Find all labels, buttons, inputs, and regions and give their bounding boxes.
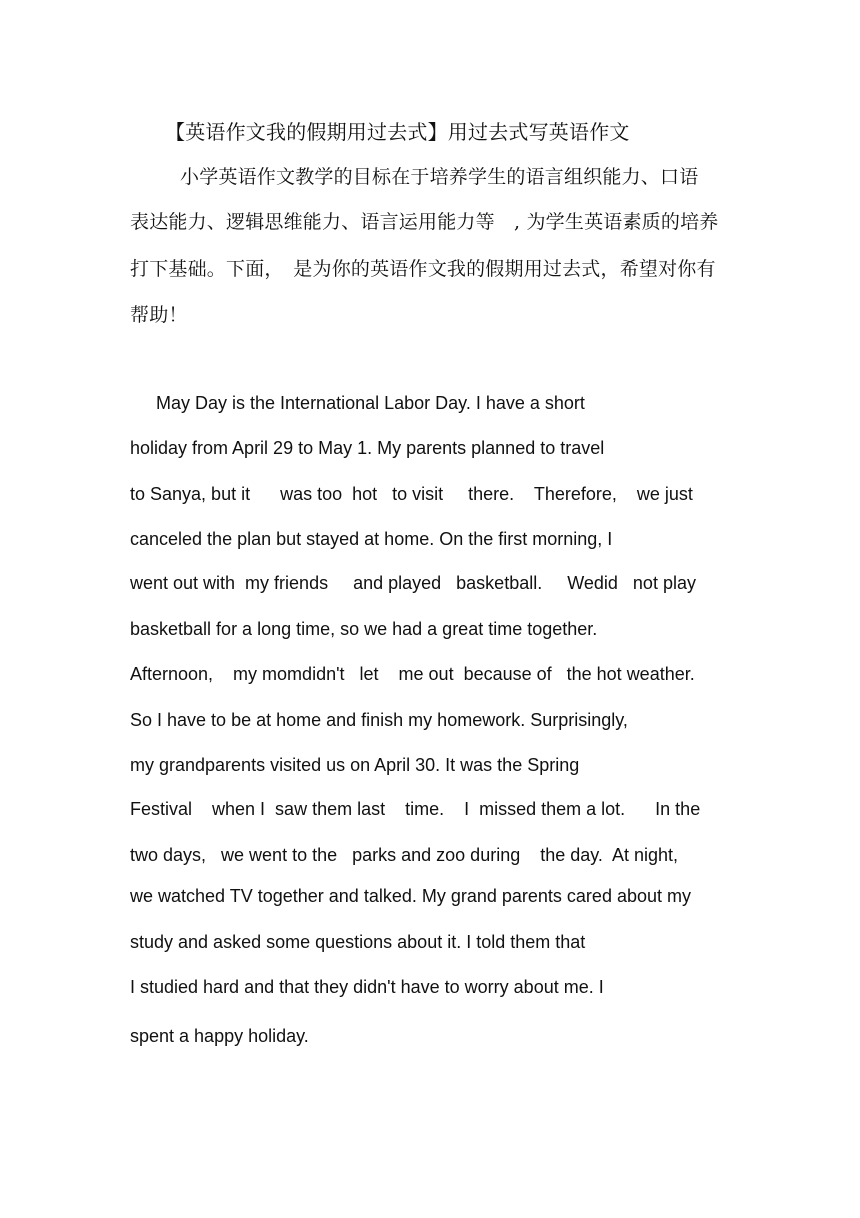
essay-line-9: my grandparents visited us on April 30. It was the Spring	[130, 755, 580, 775]
essay-line-11: two days, we went to the parks and zoo during the day. At night,	[130, 845, 678, 865]
essay-line-8: So I have to be at home and finish my homework. Surprisingly,	[130, 710, 628, 730]
intro-line-3: 打下基础。下面， 是为你的英语作文我的假期用过去式，希望对你有	[130, 258, 716, 280]
essay-line-7: Afternoon, my momdidn't let me out because of the hot weather.	[130, 664, 695, 684]
essay-line-12: we watched TV together and talked. My grand parents cared about my	[130, 886, 691, 906]
essay-line-6: basketball for a long time, so we had a great time together.	[130, 619, 598, 639]
document-title: 【英语作文我的假期用过去式】用过去式写英语作文	[165, 120, 630, 144]
intro-line-4: 帮助！	[130, 304, 188, 326]
essay-line-3: to Sanya, but it was too hot to visit there. Therefore, we just	[130, 484, 693, 504]
essay-line-5: went out with my friends and played basketball. Wedid not play	[130, 573, 696, 593]
essay-line-15: spent a happy holiday.	[130, 1026, 309, 1046]
essay-line-2: holiday from April 29 to May 1. My parents planned to travel	[130, 438, 605, 458]
essay-line-10: Festival when I saw them last time. I missed them a lot. In the	[130, 799, 701, 819]
essay-line-13: study and asked some questions about it. I told them that	[130, 932, 586, 952]
essay-line-14: I studied hard and that they didn't have to worry about me. I	[130, 977, 604, 997]
intro-line-2: 表达能力、逻辑思维能力、语言运用能力等 , 为学生英语素质的培养	[130, 211, 719, 233]
essay-line-1: May Day is the International Labor Day. I have a short	[156, 393, 585, 413]
essay-line-4: canceled the plan but stayed at home. On the first morning, I	[130, 529, 613, 549]
intro-line-1: 小学英语作文教学的目标在于培养学生的语言组织能力、口语	[180, 166, 699, 188]
